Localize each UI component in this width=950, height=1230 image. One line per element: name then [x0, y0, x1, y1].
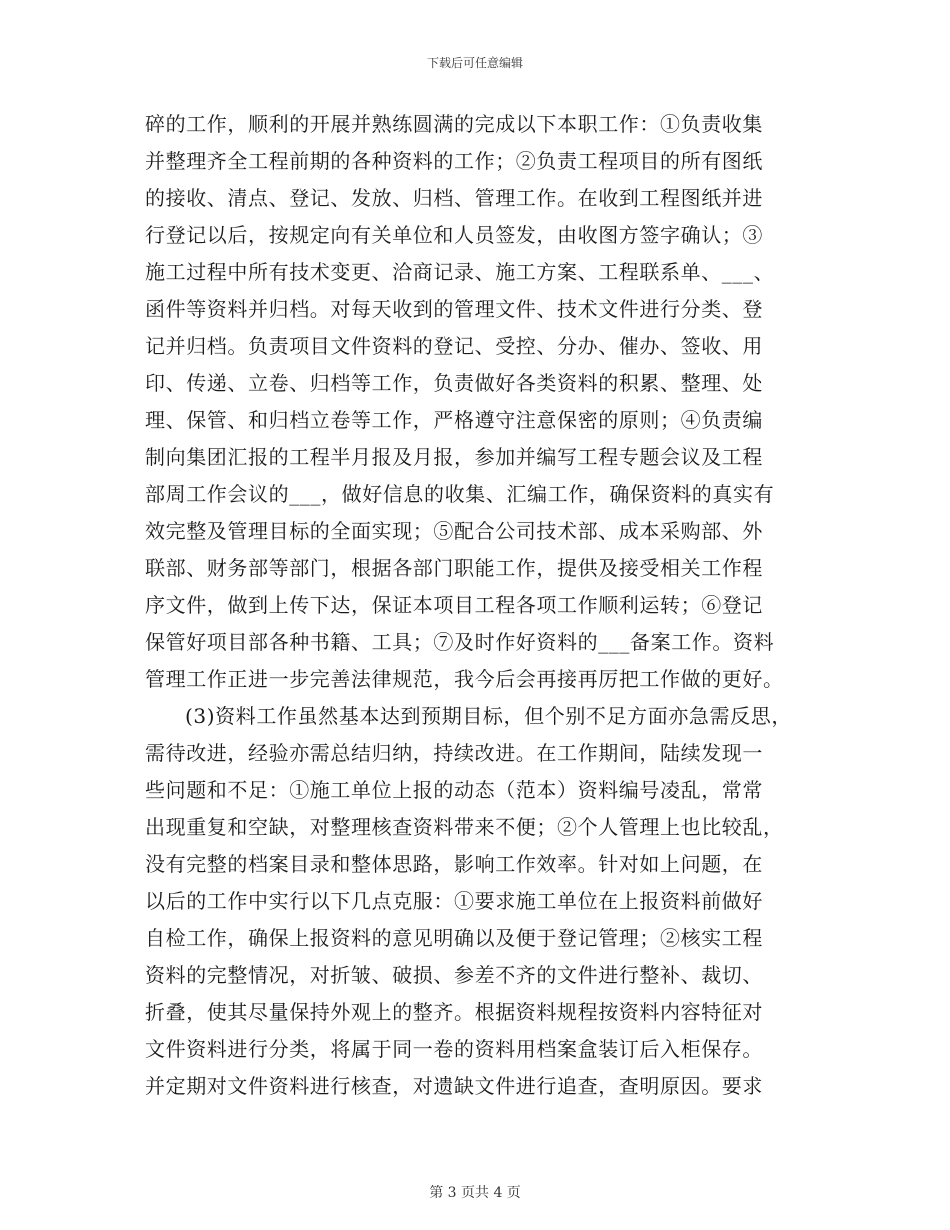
- page-header: 下载后可任意编辑: [426, 56, 523, 70]
- text-line: 需待改进，经验亦需总结归纳，持续改进。在工作期间，陆续发现一: [145, 741, 763, 765]
- text-line: 资料的完整情况，对折皱、破损、参差不齐的文件进行整补、裁切、: [145, 963, 763, 987]
- text-line: 并整理齐全工程前期的各种资料的工作；②负责工程项目的所有图纸: [145, 149, 763, 173]
- text-line: 没有完整的档案目录和整体思路，影响工作效率。针对如上问题，在: [145, 852, 763, 876]
- text-line: 保管好项目部各种书籍、工具；⑦及时作好资料的___备案工作。资料: [145, 630, 775, 654]
- page-footer: 第 3 页共 4 页: [429, 1185, 521, 1201]
- text-line: 自检工作，确保上报资料的意见明确以及便于登记管理；②核实工程: [145, 926, 763, 950]
- text-line: 碎的工作，顺利的开展并熟练圆满的完成以下本职工作：①负责收集: [145, 112, 763, 136]
- text-line: 联部、财务部等部门，根据各部门职能工作，提供及接受相关工作程: [145, 556, 763, 580]
- text-line: 管理工作正进一步完善法律规范，我今后会再接再厉把工作做的更好。: [145, 667, 784, 691]
- document-body: [145, 106, 805, 1105]
- text-line: 印、传递、立卷、归档等工作，负责做好各类资料的积累、整理、处: [145, 371, 763, 395]
- text-line: 施工过程中所有技术变更、洽商记录、施工方案、工程联系单、___、: [145, 260, 775, 284]
- text-line: 行登记以后，按规定向有关单位和人员签发，由收图方签字确认；③: [145, 223, 763, 247]
- text-line: 文件资料进行分类，将属于同一卷的资料用档案盒装订后入柜保存。: [145, 1037, 763, 1061]
- paragraph-start-line: (3)资料工作虽然基本达到预期目标，但个别不足方面亦急需反思，: [185, 704, 792, 728]
- text-line: 部周工作会议的___，做好信息的收集、汇编工作，确保资料的真实有: [145, 482, 775, 506]
- text-line: 理、保管、和归档立卷等工作，严格遵守注意保密的原则；④负责编: [145, 408, 763, 432]
- text-line: 记并归档。负责项目文件资料的登记、受控、分办、催办、签收、用: [145, 334, 763, 358]
- text-line: 序文件，做到上传下达，保证本项目工程各项工作顺利运转；⑥登记: [145, 593, 763, 617]
- text-line: 些问题和不足：①施工单位上报的动态（范本）资料编号凌乱，常常: [145, 778, 763, 802]
- text-line: 函件等资料并归档。对每天收到的管理文件、技术文件进行分类、登: [145, 297, 763, 321]
- text-line: 以后的工作中实行以下几点克服：①要求施工单位在上报资料前做好: [145, 889, 763, 913]
- text-line: 制向集团汇报的工程半月报及月报，参加并编写工程专题会议及工程: [145, 445, 763, 469]
- text-line: 并定期对文件资料进行核查，对遗缺文件进行追查，查明原因。要求: [145, 1074, 763, 1098]
- text-line: 出现重复和空缺，对整理核查资料带来不便；②个人管理上也比较乱，: [145, 815, 784, 839]
- text-line: 折叠，使其尽量保持外观上的整齐。根据资料规程按资料内容特征对: [145, 1000, 763, 1024]
- text-line: 效完整及管理目标的全面实现；⑤配合公司技术部、成本采购部、外: [145, 519, 763, 543]
- text-line: 的接收、清点、登记、发放、归档、管理工作。在收到工程图纸并进: [145, 186, 763, 210]
